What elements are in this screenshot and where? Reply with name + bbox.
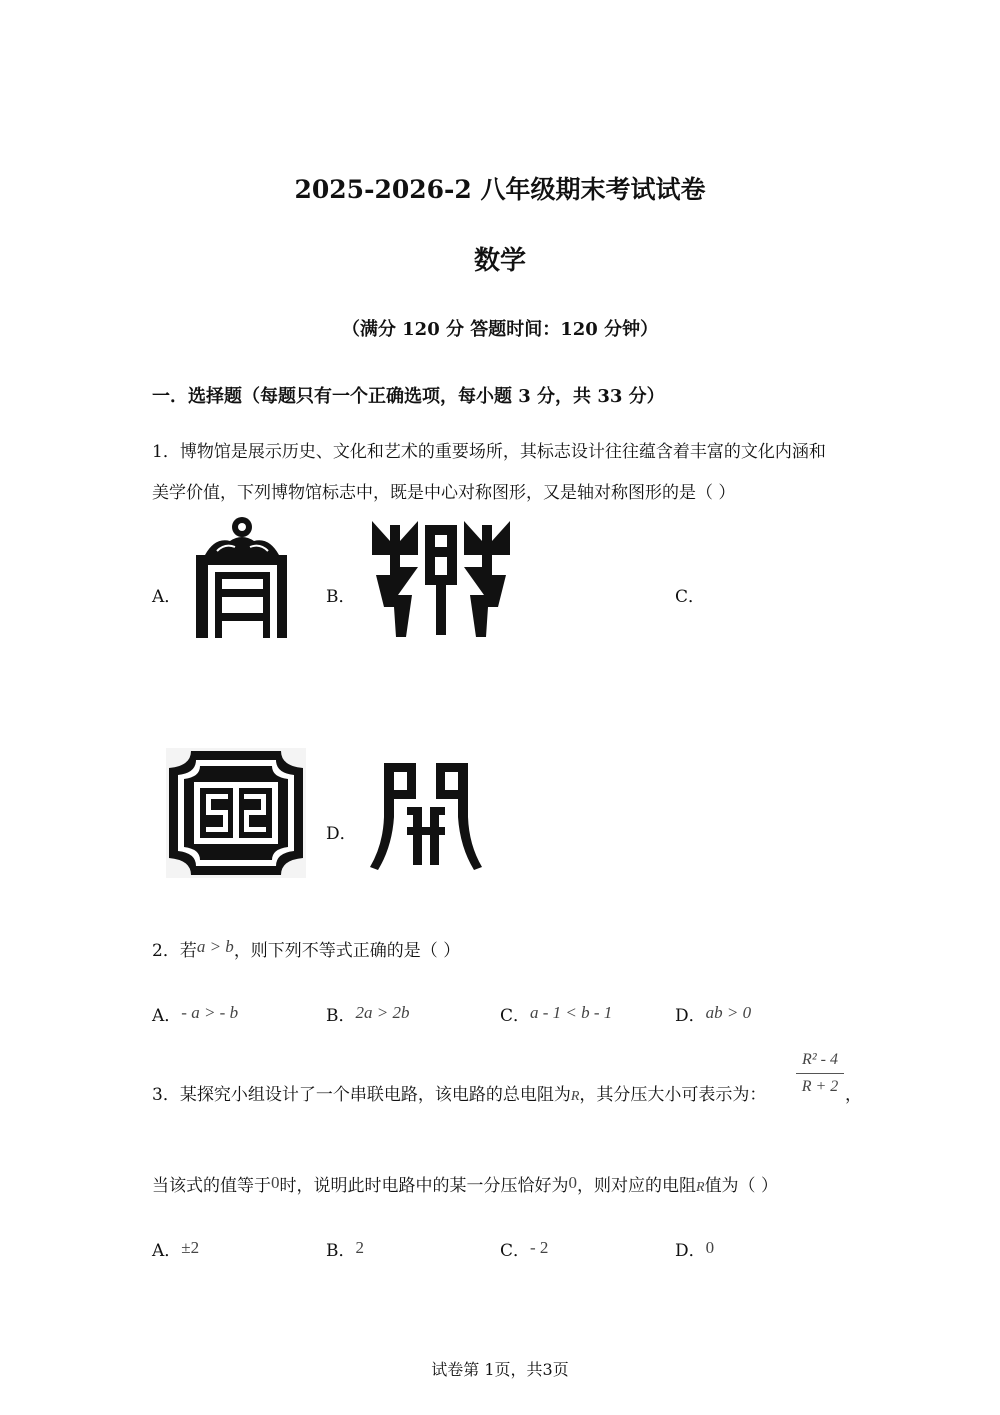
page-footer: 试卷第 1页，共3页 — [431, 1360, 569, 1379]
q2-stem — [152, 936, 460, 961]
q3-line2 — [152, 1171, 778, 1196]
q3-option-b-label: B． — [326, 1241, 356, 1261]
q3-line1 — [152, 1080, 766, 1105]
q2-option-d-expr: ab > 0 — [705, 1003, 752, 1022]
q2-prefix: 2．若 — [152, 941, 197, 961]
q2-option-b-expr: 2a > 2b — [355, 1003, 410, 1022]
museum-logo-b-icon — [370, 515, 512, 637]
q1-option-d-label: D． — [326, 824, 357, 844]
q3-var-r: R — [570, 1089, 580, 1104]
q3-text-a: 3．某探究小组设计了一个串联电路，该电路的总电阻为 — [152, 1085, 571, 1105]
q3-option-a-label: A． — [152, 1241, 182, 1261]
q2-option-b — [326, 1001, 409, 1026]
q3-option-d — [675, 1236, 714, 1261]
museum-logo-c-icon — [166, 748, 306, 878]
q3-option-a-expr: ±2 — [181, 1238, 200, 1257]
q2-option-a-expr: - a > - b — [181, 1003, 239, 1022]
q1-option-c-label: C． — [675, 587, 706, 607]
q3-line2-a: 当该式的值等于 — [152, 1176, 271, 1196]
q2-suffix: ，则下列不等式正确的是（ ） — [233, 941, 461, 961]
q3-fraction-bar — [796, 1073, 844, 1074]
q2-condition: a > b — [196, 937, 234, 956]
q3-var-r-2: R — [696, 1180, 705, 1195]
q3-line2-d: 值为（ ） — [704, 1176, 778, 1196]
q3-option-b — [326, 1236, 364, 1261]
museum-logo-a-icon — [195, 515, 290, 640]
q3-option-c-label: C． — [500, 1241, 531, 1261]
q2-option-b-label: B． — [326, 1006, 356, 1026]
q1-option-a-label: A． — [152, 587, 182, 607]
exam-title: 2025-2026-2 八年级期末考试试卷 — [294, 175, 706, 204]
q3-comma: ， — [845, 1085, 862, 1105]
q2-option-c — [500, 1001, 612, 1026]
q3-fraction — [796, 1050, 844, 1097]
q2-option-c-label: C． — [500, 1006, 531, 1026]
q2-option-c-expr: a - 1 < b - 1 — [530, 1003, 613, 1022]
q1-line1: 1．博物馆是展示历史、文化和艺术的重要场所，其标志设计往往蕴含着丰富的文化内涵和 — [152, 442, 826, 462]
q2-option-a — [152, 1001, 238, 1026]
q3-line2-b: 时，说明此时电路中的某一分压恰好为 — [279, 1176, 569, 1196]
q1-line2: 美学价值，下列博物馆标志中，既是中心对称图形，又是轴对称图形的是（ ） — [152, 483, 736, 503]
exam-subject: 数学 — [473, 246, 526, 276]
q2-option-d-label: D． — [675, 1006, 706, 1026]
q2-option-a-label: A． — [152, 1006, 182, 1026]
q3-option-b-expr: 2 — [355, 1238, 364, 1257]
q3-zero-1: 0 — [271, 1173, 280, 1192]
q3-zero-2: 0 — [568, 1173, 577, 1192]
q2-option-d — [675, 1001, 751, 1026]
q3-text-b: ，其分压大小可表示为： — [579, 1085, 767, 1105]
q3-option-c-expr: - 2 — [530, 1238, 549, 1257]
museum-logo-d-icon — [370, 757, 482, 872]
q3-option-c — [500, 1236, 548, 1261]
q3-fraction-numerator: R² - 4 — [802, 1051, 838, 1068]
q3-line2-c: ，则对应的电阻 — [577, 1176, 696, 1196]
exam-info: （满分 120 分 答题时间：120 分钟） — [341, 319, 659, 340]
q1-option-b-label: B． — [326, 587, 356, 607]
q3-option-a — [152, 1236, 199, 1261]
q3-fraction-denominator: R + 2 — [801, 1078, 839, 1095]
q3-option-d-label: D． — [675, 1241, 706, 1261]
q3-option-d-expr: 0 — [705, 1238, 715, 1257]
section-heading: 一．选择题（每题只有一个正确选项，每小题 3 分，共 33 分） — [152, 386, 665, 407]
